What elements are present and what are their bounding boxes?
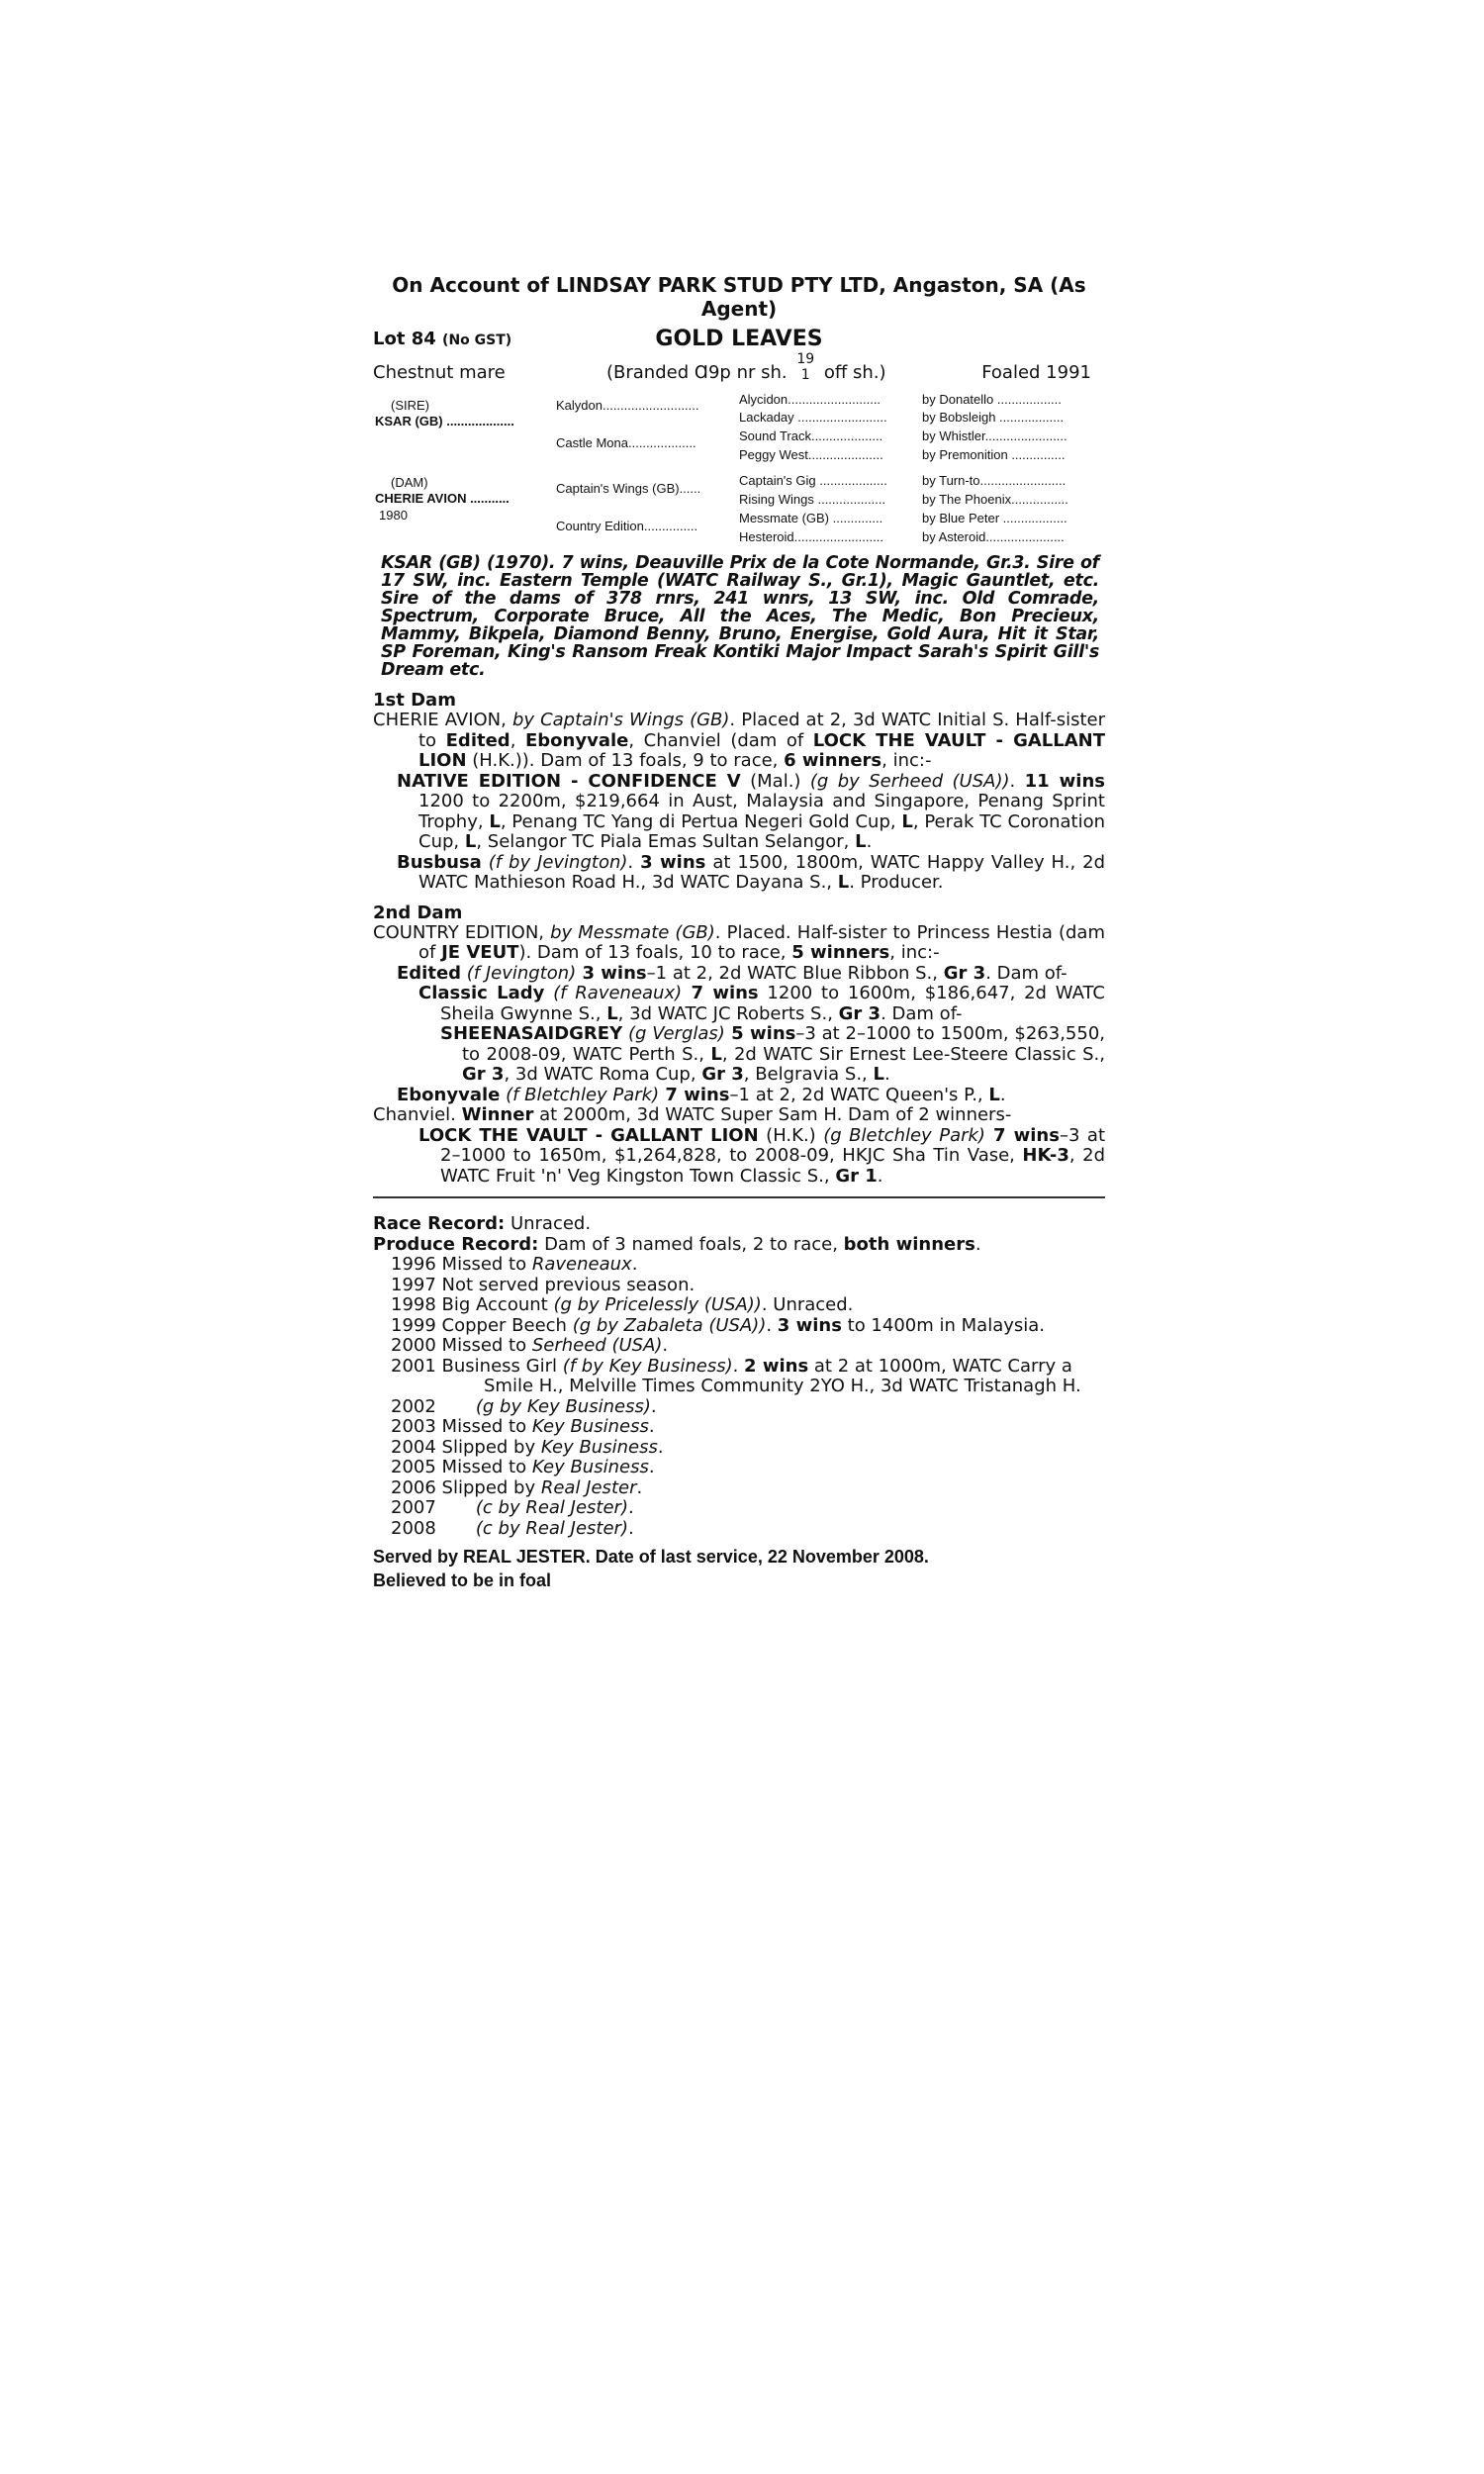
pedigree-g4-8: by Asteroid......................	[922, 529, 1065, 544]
pedigree-dam-sire: Captain's Wings (GB)......	[556, 481, 701, 496]
produce-busbusa: Busbusa (f by Jevington). 3 wins at 1500, 1800m, WATC Happy Valley H., 2d WATC Mathieson Road H., 3d WATC Dayana S., L. Producer.	[397, 851, 1105, 893]
pedigree-table	[373, 392, 1105, 546]
brand-prefix: (Branded	[606, 362, 690, 383]
brand-fraction	[796, 351, 814, 383]
pedigree-sire-sire: Kalydon...........................	[556, 398, 699, 413]
produce-year-entry: 2007 (c by Real Jester).	[391, 1497, 634, 1518]
pedigree-g3-8: Hesteroid.........................	[739, 529, 883, 544]
dam-name: CHERIE AVION ...........	[375, 491, 510, 506]
pedigree-g3-1: Alycidon..........................	[739, 392, 881, 407]
brand-frac-top: 19	[796, 351, 815, 367]
pedigree-g4-2: by Bobsleigh ..................	[922, 410, 1065, 425]
produce-year-entry: 2006 Slipped by Real Jester.	[391, 1476, 643, 1498]
produce-year-entry: 2008 (c by Real Jester).	[391, 1517, 634, 1539]
pedigree-g4-3: by Whistler.......................	[922, 428, 1067, 443]
first-dam-heading: 1st Dam	[373, 690, 456, 711]
service-details	[373, 1545, 1105, 1592]
records-section	[373, 1214, 1105, 1539]
second-dam-section	[373, 923, 1105, 1188]
produce-year-entry: 1997 Not served previous season.	[391, 1274, 696, 1295]
pedigree-dam-dam: Country Edition...............	[556, 519, 698, 533]
pedigree-g3-2: Lackaday .........................	[739, 410, 887, 425]
second-dam-intro: COUNTRY EDITION, by Messmate (GB). Placed. Half-sister to Princess Hestia (dam of JE VEUT). Dam of 13 foals, 10 to race, 5 winners, inc:-	[373, 921, 1105, 963]
produce-edited: Edited (f Jevington) 3 wins–1 at 2, 2d WATC Blue Ribbon S., Gr 3. Dam of-	[397, 962, 1067, 984]
brand-mark: Ɑ9p	[694, 362, 731, 383]
horse-name: GOLD LEAVES	[655, 327, 823, 351]
produce-year-entry: 2003 Missed to Key Business.	[391, 1416, 655, 1437]
pedigree-g4-1: by Donatello ..................	[922, 392, 1062, 407]
produce-year-entry: 2004 Slipped by Key Business.	[391, 1436, 664, 1458]
produce-year-entry: 2001 Business Girl (f by Key Business). 2 wins at 2 at 1000m, WATC Carry a Smile H., Melville Times Community 2YO H., 3d WATC Tristanagh H.	[391, 1355, 1081, 1396]
section-divider	[373, 1196, 1105, 1198]
produce-year-entry: 1999 Copper Beech (g by Zabaleta (USA)). 3 wins to 1400m in Malaysia.	[391, 1314, 1046, 1336]
produce-list	[373, 1255, 1105, 1539]
dam-year: 1980	[379, 508, 408, 523]
pedigree-g3-4: Peggy West.....................	[739, 447, 883, 462]
sire-summary: KSAR (GB) (1970). 7 wins, Deauville Prix de la Cote Normande, Gr.3. Sire of 17 SW, inc. Eastern Temple (WATC Railway S., Gr.1), Magic Gauntlet, etc. Sire of the dams of 378 rnrs, 241 wnrs, 13 SW, inc. Old Comrade, Spectrum, Corporate Bruce, All the Aces, The Medic, Bon Precieux, Mammy, Bikpela, Diamond Benny, Bruno, Energise, Gold Aura, Hit it Star, SP Foreman, King's Ransom Freak Kontiki Major Impact Sarah's Spirit Gill's Dream etc.	[381, 553, 1099, 680]
served-by: Served by REAL JESTER. Date of last service, 22 November 2008.	[373, 1547, 929, 1567]
produce-year-entry: 2002 (g by Key Business).	[391, 1395, 657, 1417]
pedigree-g4-4: by Premonition ...............	[922, 447, 1066, 462]
lot-label: Lot 84	[373, 329, 436, 349]
gst-note: (No GST)	[442, 333, 512, 348]
produce-year-entry: 2005 Missed to Key Business.	[391, 1457, 655, 1477]
horse-sex-colour: Chestnut mare	[373, 362, 506, 383]
lot-line	[373, 327, 1105, 354]
sire-name: KSAR (GB) ...................	[375, 414, 514, 428]
sire-label: (SIRE)	[391, 398, 429, 413]
brand-near-shoulder: nr sh.	[736, 362, 788, 383]
produce-record: Produce Record: Dam of 3 named foals, 2 to race, both winners.	[373, 1233, 981, 1255]
produce-chanviel: Chanviel. Winner at 2000m, 3d WATC Super Sam H. Dam of 2 winners-	[373, 1104, 1012, 1125]
produce-year-entry: 2000 Missed to Serheed (USA).	[391, 1335, 669, 1356]
pedigree-g4-7: by Blue Peter ..................	[922, 511, 1067, 525]
catalogue-page	[373, 273, 1105, 1592]
pedigree-g4-6: by The Phoenix................	[922, 492, 1068, 507]
produce-classic-lady: Classic Lady (f Raveneaux) 7 wins 1200 to 1600m, $186,647, 2d WATC Sheila Gwynne S., L, 3d WATC JC Roberts S., Gr 3. Dam of-	[418, 983, 1106, 1024]
brand-description	[606, 351, 886, 383]
produce-year-entry: 1996 Missed to Raveneaux.	[391, 1254, 638, 1275]
brand-off-shoulder: off sh.)	[823, 362, 886, 383]
produce-native-edition: NATIVE EDITION - CONFIDENCE V (Mal.) (g by Serheed (USA)). 11 wins 1200 to 2200m, $219,664 in Aust, Malaysia and Singapore, Penang Sprint Trophy, L, Penang TC Yang di Pertua Negeri Gold Cup, L, Perak TC Coronation Cup, L, Selangor TC Piala Emas Sultan Selangor, L.	[397, 770, 1106, 852]
pedigree-g3-6: Rising Wings ...................	[739, 492, 886, 507]
pedigree-g3-7: Messmate (GB) ..............	[739, 511, 883, 525]
pedigree-g3-3: Sound Track....................	[739, 428, 883, 443]
produce-ebonyvale: Ebonyvale (f Bletchley Park) 7 wins–1 at 2, 2d WATC Queen's P., L.	[397, 1084, 1006, 1105]
first-dam-section	[373, 711, 1105, 894]
produce-year-entry: 1998 Big Account (g by Pricelessly (USA)). Unraced.	[391, 1294, 854, 1315]
pedigree-g3-5: Captain's Gig ...................	[739, 473, 887, 488]
description-line	[373, 351, 1105, 388]
second-dam-heading: 2nd Dam	[373, 902, 463, 923]
vendor-header: On Account of LINDSAY PARK STUD PTY LTD, Angaston, SA (As Agent)	[392, 273, 1086, 321]
pedigree-sire-dam: Castle Mona...................	[556, 435, 696, 450]
pedigree-g4-5: by Turn-to........................	[922, 473, 1067, 488]
foaled-year: Foaled 1991	[981, 362, 1091, 383]
brand-frac-bottom: 1	[800, 367, 810, 383]
race-record: Race Record: Unraced.	[373, 1213, 592, 1234]
first-dam-intro: CHERIE AVION, by Captain's Wings (GB). Placed at 2, 3d WATC Initial S. Half-sister to Edited, Ebonyvale, Chanviel (dam of LOCK THE VAULT - GALLANT LION (H.K.)). Dam of 13 foals, 9 to race, 6 winners, inc:-	[373, 710, 1105, 771]
produce-sheenasaidgrey: SHEENASAIDGREY (g Verglas) 5 wins–3 at 2–1000 to 1500m, $263,550, to 2008-09, WATC Perth S., L, 2d WATC Sir Ernest Lee-Steere Classic S., Gr 3, 3d WATC Roma Cup, Gr 3, Belgravia S., L.	[440, 1023, 1106, 1085]
in-foal-status: Believed to be in foal	[373, 1570, 552, 1590]
produce-lock-the-vault: LOCK THE VAULT - GALLANT LION (H.K.) (g Bletchley Park) 7 wins–3 at 2–1000 to 1650m, $1,264,828, to 2008-09, HKJC Sha Tin Vase, HK-3, 2d WATC Fruit 'n' Veg Kingston Town Classic S., Gr 1.	[418, 1124, 1105, 1187]
dam-label: (DAM)	[391, 475, 428, 490]
